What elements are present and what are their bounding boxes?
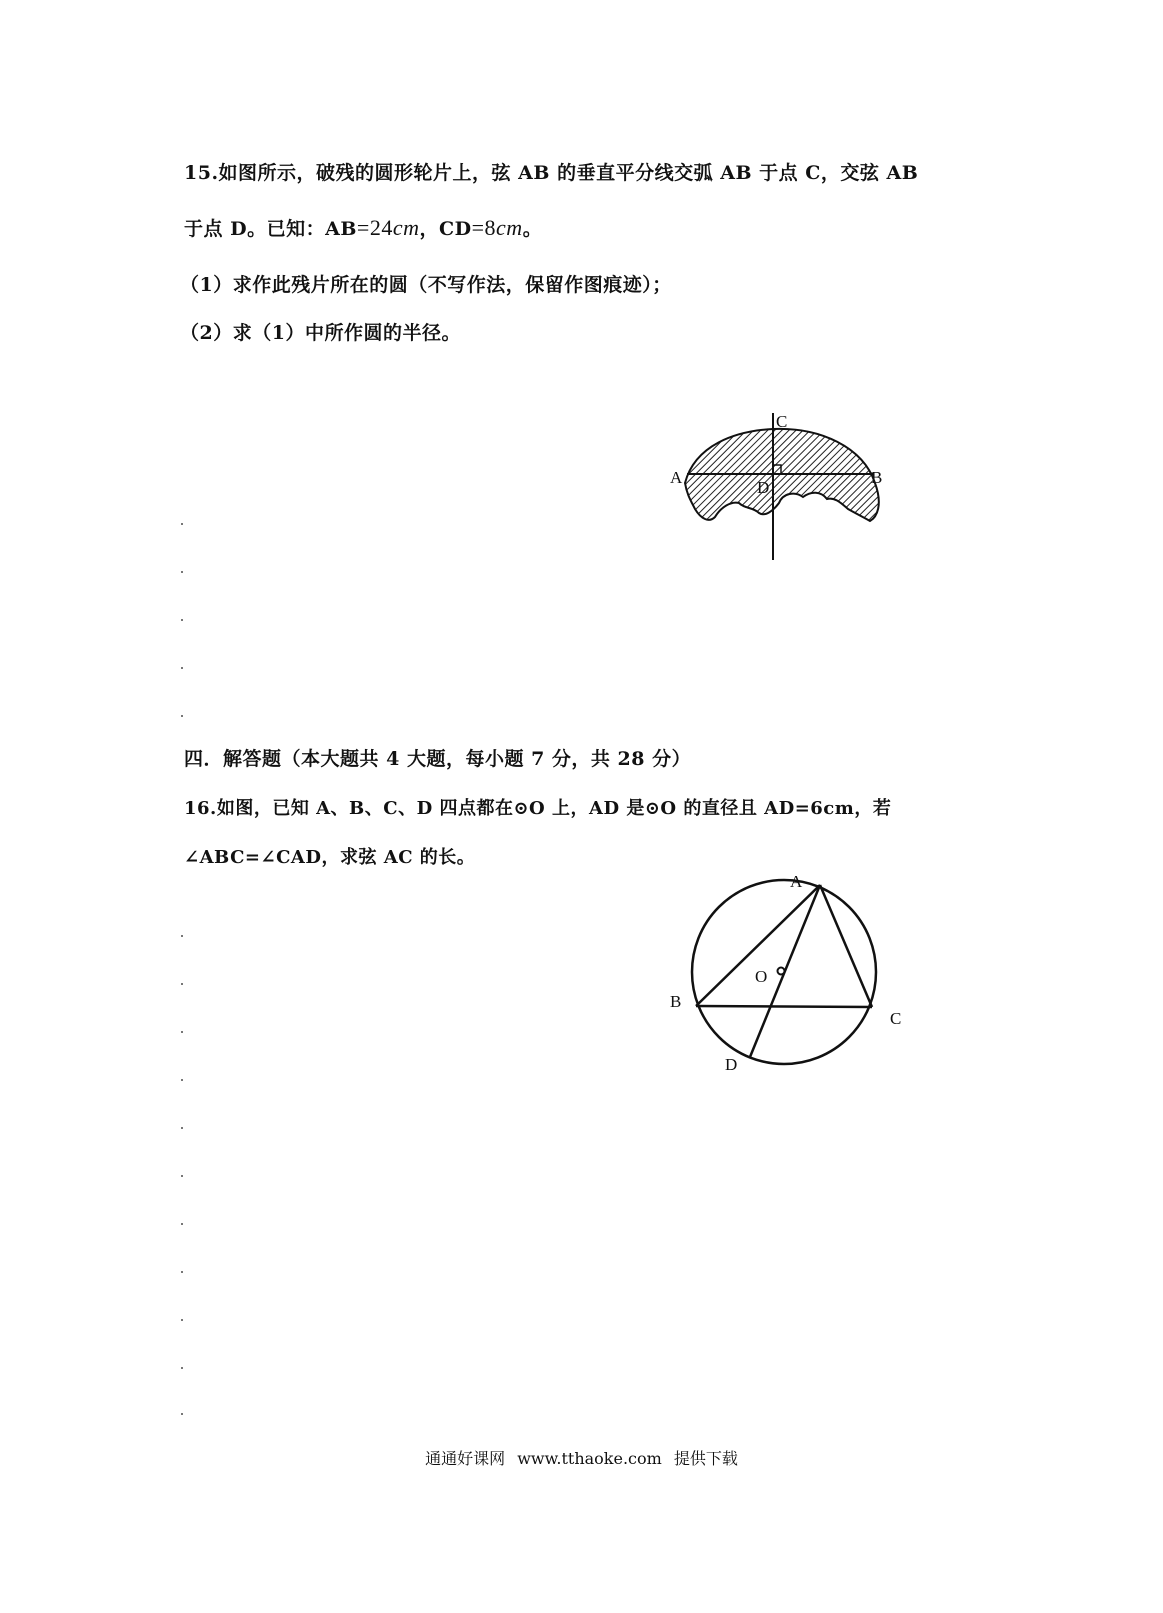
footer-note: 提供下载 (673, 1449, 738, 1468)
ab-equation: =24cm (356, 215, 420, 240)
label-O: O (755, 967, 768, 986)
footer-url[interactable]: www.tthaoke.com (517, 1449, 662, 1468)
footer-site-name: 通通好课网 (425, 1449, 506, 1468)
margin-dot (181, 1271, 183, 1273)
margin-dot (181, 667, 183, 669)
label-D: D (757, 478, 770, 497)
margin-dot (181, 1127, 183, 1129)
label-A: A (670, 468, 683, 487)
margin-dot (181, 1031, 183, 1033)
cd-equation: =8cm (471, 215, 523, 240)
margin-dot (181, 523, 183, 525)
margin-dot (181, 1175, 183, 1177)
label-A: A (790, 872, 803, 891)
q15-part2: （2）求（1）中所作圆的半径。 (180, 322, 461, 344)
margin-dot (181, 935, 183, 937)
ab-label: AB (325, 218, 357, 240)
label-D: D (725, 1055, 738, 1074)
section4-heading: 四．解答题（本大题共 4 大题，每小题 7 分，共 28 分） (184, 748, 692, 770)
cd-label: CD (439, 218, 472, 240)
label-C: C (890, 1009, 902, 1028)
label-B: B (871, 468, 883, 487)
center-point (778, 968, 785, 975)
chord-bc (696, 1006, 872, 1007)
margin-dot (181, 1079, 183, 1081)
label-C: C (776, 412, 788, 431)
page-footer (0, 1446, 1163, 1469)
label-B: B (670, 992, 682, 1011)
wheel-fragment-figure (665, 405, 905, 575)
margin-dot (181, 1223, 183, 1225)
q15-line2-prefix: 于点 D。已知： (184, 218, 326, 240)
q16-line2: ∠ABC=∠CAD，求弦 AC 的长。 (184, 847, 476, 868)
q15-line2: 于点 D。已知：AB=24cm，CD=8cm。 (184, 215, 543, 240)
margin-dot (181, 1413, 183, 1415)
margin-dot (181, 983, 183, 985)
circle-figure (660, 868, 920, 1078)
margin-dot (181, 619, 183, 621)
margin-dot (181, 715, 183, 717)
margin-dot (181, 571, 183, 573)
margin-dot (181, 1319, 183, 1321)
q15-part1: （1）求作此残片所在的圆（不写作法，保留作图痕迹）； (180, 274, 672, 296)
chord-ab (696, 885, 820, 1006)
q15-line1: 15.如图所示，破残的圆形轮片上，弦 AB 的垂直平分线交弧 AB 于点 C，交弦 AB (184, 162, 919, 184)
q16-line1: 16.如图，已知 A、B、C、D 四点都在⊙O 上，AD 是⊙O 的直径且 AD=6cm，若 (184, 798, 892, 819)
margin-dot (181, 1367, 183, 1369)
